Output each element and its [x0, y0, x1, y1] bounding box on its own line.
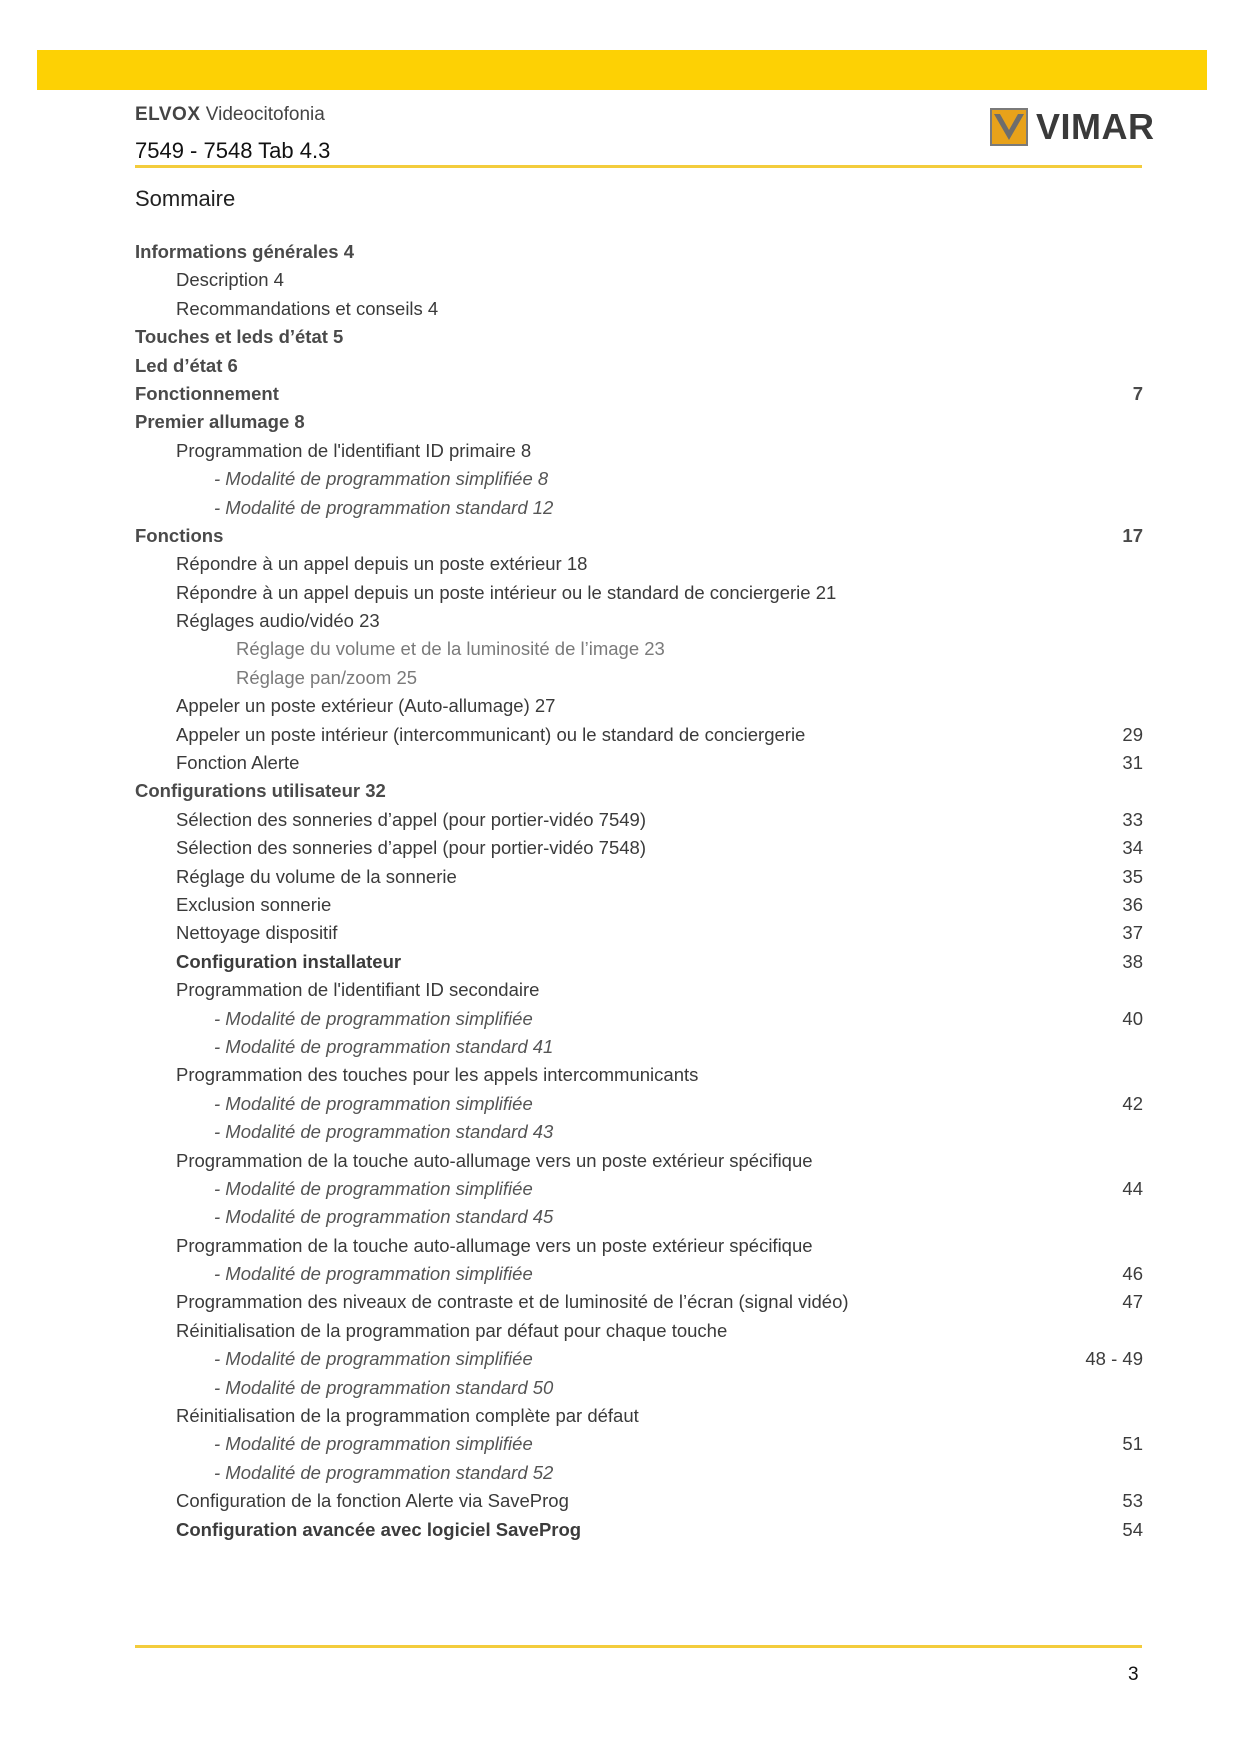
page-title: Sommaire [135, 186, 236, 211]
toc-entry [0, 580, 1241, 608]
header-yellow-band [37, 50, 1207, 90]
toc-entry [0, 466, 1241, 494]
toc-entry [0, 239, 1241, 267]
toc-entry-title: Nettoyage dispositif [176, 922, 338, 944]
toc-entry-title: - Modalité de programmation standard 45 [214, 1206, 554, 1228]
toc-entry [0, 977, 1241, 1005]
toc-entry [0, 1289, 1241, 1317]
toc-entry [0, 1091, 1241, 1119]
toc-entry-page: 51 [1122, 1433, 1143, 1455]
brand-name: ELVOX [135, 104, 201, 125]
toc-entry-title: Informations générales 4 [135, 241, 354, 262]
toc-entry-title: Programmation des touches pour les appels intercommunicants [176, 1064, 699, 1086]
toc-entry [0, 381, 1241, 409]
toc-entry-title: Fonctionnement [135, 382, 279, 404]
toc-entry [0, 1233, 1241, 1261]
toc-entry-page: 48 - 49 [1085, 1348, 1143, 1370]
toc-entry-title: - Modalité de programmation simplifiée [214, 1433, 533, 1455]
toc-entry-title: Programmation de l'identifiant ID primaire 8 [176, 439, 532, 461]
toc-entry-page: 7 [1132, 382, 1143, 404]
toc-entry-title: Configurations utilisateur 32 [135, 780, 386, 802]
toc-entry-title: Appeler un poste intérieur (intercommunicant) ou le standard de conciergerie [176, 723, 806, 745]
toc-entry-title: - Modalité de programmation standard 12 [214, 496, 554, 518]
toc-entry-page: 54 [1122, 1518, 1143, 1540]
toc-entry-title: Réinitialisation de la programmation complète par défaut [176, 1405, 639, 1427]
toc-entry [0, 1148, 1241, 1176]
toc-entry-title: - Modalité de programmation simplifiée [214, 1348, 533, 1370]
toc-entry [0, 438, 1241, 466]
toc-entry-title: Sélection des sonneries d’appel (pour portier-vidéo 7549) [176, 808, 646, 830]
toc-entry-title: Répondre à un appel depuis un poste intérieur ou le standard de conciergerie 21 [176, 581, 837, 603]
toc-entry-title: Configuration de la fonction Alerte via SaveProg [176, 1490, 569, 1512]
toc-entry-title: Programmation de l'identifiant ID secondaire [176, 979, 540, 1001]
toc-entry [0, 665, 1241, 693]
toc-entry [0, 608, 1241, 636]
toc-entry-title: - Modalité de programmation simplifiée 8 [214, 468, 549, 490]
toc-entry-title: Touches et leds d’état 5 [135, 326, 344, 348]
toc-entry-title: Réglage du volume et de la luminosité de l’image 23 [236, 638, 665, 660]
toc-entry [0, 1318, 1241, 1346]
toc-entry [0, 1062, 1241, 1090]
toc-entry-page: 33 [1122, 808, 1143, 830]
toc-entry [0, 1204, 1241, 1232]
toc-entry-page: 36 [1122, 893, 1143, 915]
toc-entry [0, 949, 1241, 977]
toc-entry [0, 892, 1241, 920]
model-reference: 7549 - 7548 Tab 4.3 [135, 138, 331, 163]
toc-entry-page: 35 [1122, 865, 1143, 887]
toc-entry [0, 835, 1241, 863]
toc-entry-title: Répondre à un appel depuis un poste extérieur 18 [176, 553, 588, 575]
toc-entry [0, 864, 1241, 892]
toc-entry-title: Fonction Alerte [176, 752, 300, 774]
toc-entry [0, 778, 1241, 806]
toc-entry [0, 693, 1241, 721]
toc-entry [0, 750, 1241, 778]
toc-entry-title: Réinitialisation de la programmation par défaut pour chaque touche [176, 1319, 728, 1341]
toc-entry-page: 47 [1122, 1291, 1143, 1313]
toc-entry [0, 1176, 1241, 1204]
toc-entry [0, 1346, 1241, 1374]
toc-entry-title: - Modalité de programmation simplifiée [214, 1007, 533, 1029]
toc-entry-title: Fonctions [135, 524, 224, 546]
toc-entry [0, 1119, 1241, 1147]
toc-entry-title: - Modalité de programmation standard 52 [214, 1461, 554, 1483]
toc-entry-title: Réglages audio/vidéo 23 [176, 610, 380, 632]
toc-entry-page: 53 [1122, 1490, 1143, 1512]
toc-entry [0, 636, 1241, 664]
toc-entry [0, 1403, 1241, 1431]
toc-entry-title: Configuration avancée avec logiciel SaveProg [176, 1518, 582, 1540]
toc-entry [0, 551, 1241, 579]
toc-entry-title: Réglage pan/zoom 25 [236, 666, 418, 688]
toc-entry-page: 44 [1122, 1177, 1143, 1199]
toc-entry-page: 42 [1122, 1092, 1143, 1114]
toc-entry-page: 34 [1122, 837, 1143, 859]
toc-entry-page: 38 [1122, 950, 1143, 972]
vimar-logo [990, 106, 1155, 148]
toc-entry [0, 1375, 1241, 1403]
toc-entry [0, 495, 1241, 523]
toc-entry-title: Programmation des niveaux de contraste et de luminosité de l’écran (signal vidéo) [176, 1291, 849, 1313]
toc-entry [0, 1006, 1241, 1034]
header-divider [135, 165, 1142, 168]
toc-entry-title: Exclusion sonnerie [176, 893, 332, 915]
toc-entry-title: Description 4 [176, 269, 284, 291]
toc-entry-title: Réglage du volume de la sonnerie [176, 865, 457, 887]
toc-entry-title: - Modalité de programmation standard 41 [214, 1035, 554, 1057]
toc-entry-title: Appeler un poste extérieur (Auto-allumage) 27 [176, 695, 556, 717]
toc-entry [0, 722, 1241, 750]
footer-divider [135, 1645, 1142, 1648]
vimar-logo-icon [990, 108, 1028, 146]
toc-entry-page: 31 [1122, 752, 1143, 774]
toc-entry [0, 296, 1241, 324]
toc-entry-page: 37 [1122, 922, 1143, 944]
toc-entry [0, 1517, 1241, 1545]
toc-entry [0, 920, 1241, 948]
brand-subtitle: Videocitofonia [200, 104, 325, 125]
toc-entry [0, 1488, 1241, 1516]
toc-entry-page: 17 [1122, 524, 1143, 546]
toc-entry-page: 29 [1122, 723, 1143, 745]
toc-entry [0, 267, 1241, 295]
toc-entry-title: Sélection des sonneries d’appel (pour portier-vidéo 7548) [176, 837, 646, 859]
toc-entry-title: Recommandations et conseils 4 [176, 297, 439, 319]
toc-entry-title: Led d’état 6 [135, 354, 238, 376]
toc-entry-title: - Modalité de programmation standard 50 [214, 1376, 554, 1398]
toc-entry-page: 46 [1122, 1263, 1143, 1285]
toc-entry [0, 353, 1241, 381]
toc-entry [0, 1431, 1241, 1459]
toc-entry [0, 807, 1241, 835]
toc-entry [0, 523, 1241, 551]
vimar-logo-text: VIMAR [1036, 106, 1155, 147]
toc-entry-title: - Modalité de programmation standard 43 [214, 1121, 554, 1143]
toc-entry [0, 1034, 1241, 1062]
toc-entry-page: 40 [1122, 1007, 1143, 1029]
toc-entry [0, 1460, 1241, 1488]
toc-entry-title: Configuration installateur [176, 950, 402, 972]
toc-entry-title: Premier allumage 8 [135, 411, 305, 433]
toc-entry-title: Programmation de la touche auto-allumage vers un poste extérieur spécifique [176, 1149, 813, 1171]
toc-entry-title: - Modalité de programmation simplifiée [214, 1263, 533, 1285]
toc-entry-title: Programmation de la touche auto-allumage vers un poste extérieur spécifique [176, 1234, 813, 1256]
toc-entry-title: - Modalité de programmation simplifiée [214, 1092, 533, 1114]
brand-line [135, 104, 325, 126]
toc-entry [0, 409, 1241, 437]
toc-entry-title: - Modalité de programmation simplifiée [214, 1177, 533, 1199]
page-number: 3 [1128, 1664, 1139, 1685]
toc-entry [0, 1261, 1241, 1289]
toc-entry [0, 324, 1241, 352]
table-of-contents [0, 239, 1241, 1545]
